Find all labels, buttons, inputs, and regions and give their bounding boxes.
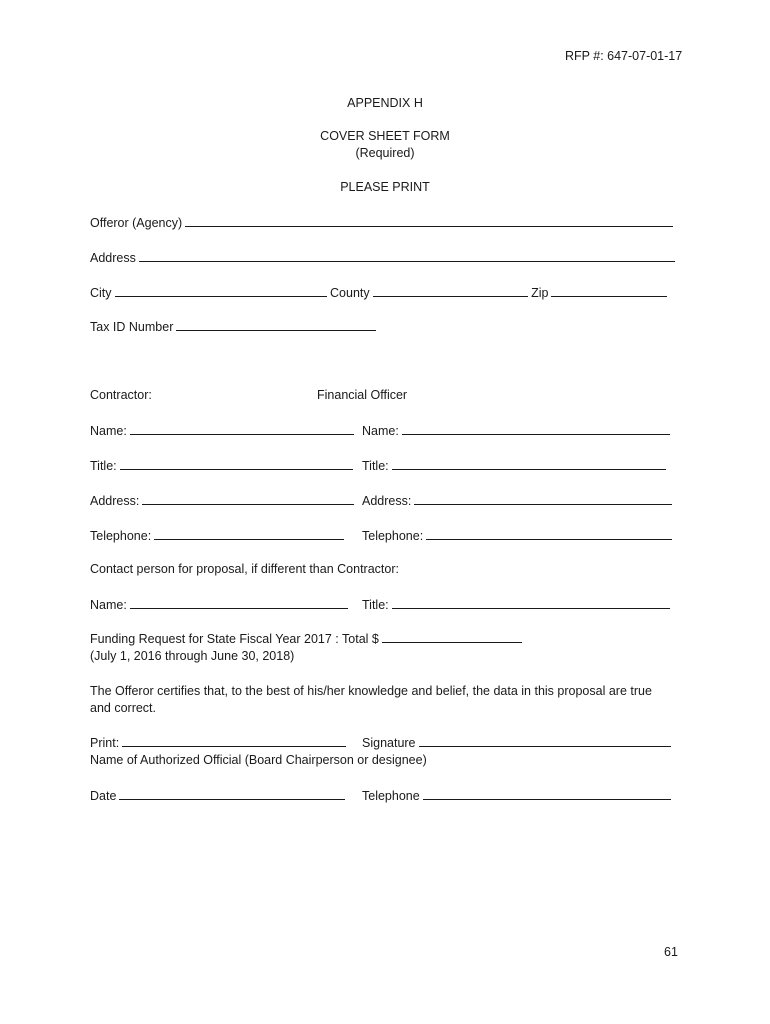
contact-name-label: Name:: [90, 598, 127, 612]
required-note: (Required): [355, 146, 415, 160]
contractor-heading: Contractor:: [90, 388, 152, 402]
financial-address-label: Address:: [362, 494, 412, 508]
county-label: County: [330, 286, 370, 300]
offeror-agency-label: Offeror (Agency): [90, 216, 183, 230]
date-input[interactable]: [119, 787, 345, 800]
funding-request-label: Funding Request for State Fiscal Year 2017 : Total $: [90, 632, 379, 646]
contractor-name-field: [90, 422, 354, 439]
contractor-name-input[interactable]: [130, 422, 354, 435]
contact-title-input[interactable]: [392, 596, 670, 609]
financial-telephone-field: [362, 527, 672, 544]
signature-telephone-label: Telephone: [362, 789, 420, 803]
financial-address-input[interactable]: [414, 492, 672, 505]
contractor-name-label: Name:: [90, 424, 127, 438]
contractor-address-label: Address:: [90, 494, 140, 508]
tax-id-field: [90, 318, 376, 335]
page-number: 61: [664, 945, 678, 959]
financial-name-label: Name:: [362, 424, 399, 438]
contact-person-heading: Contact person for proposal, if different than Contractor:: [90, 562, 399, 576]
form-title: COVER SHEET FORM: [320, 129, 450, 143]
financial-name-input[interactable]: [402, 422, 670, 435]
funding-period: (July 1, 2016 through June 30, 2018): [90, 649, 295, 663]
signature-input[interactable]: [419, 734, 671, 747]
financial-telephone-label: Telephone:: [362, 529, 424, 543]
contractor-telephone-label: Telephone:: [90, 529, 152, 543]
contact-name-input[interactable]: [130, 596, 348, 609]
city-input[interactable]: [115, 284, 327, 297]
appendix-title: APPENDIX H: [347, 96, 423, 110]
print-field: [90, 734, 346, 751]
date-field: [90, 787, 345, 804]
signature-label: Signature: [362, 736, 416, 750]
address-label: Address: [90, 251, 136, 265]
contact-name-field: [90, 596, 348, 613]
financial-officer-heading: Financial Officer: [317, 388, 408, 402]
contractor-address-input[interactable]: [142, 492, 354, 505]
financial-title-label: Title:: [362, 459, 389, 473]
print-name-input[interactable]: [122, 734, 346, 747]
date-label: Date: [90, 789, 117, 803]
contractor-address-field: [90, 492, 354, 509]
signature-field: [362, 734, 671, 751]
city-label: City: [90, 286, 112, 300]
contact-title-label: Title:: [362, 598, 389, 612]
contact-title-field: [362, 596, 670, 613]
financial-telephone-input[interactable]: [426, 527, 672, 540]
signature-telephone-field: [362, 787, 671, 804]
please-print-note: PLEASE PRINT: [340, 180, 430, 194]
address-input[interactable]: [139, 249, 675, 262]
certification-line-1: The Offeror certifies that, to the best of his/her knowledge and belief, the data in this proposal are true: [90, 684, 652, 698]
contractor-title-label: Title:: [90, 459, 117, 473]
address-field: [90, 249, 675, 266]
offeror-agency-field: [90, 214, 673, 231]
tax-id-input[interactable]: [176, 318, 376, 331]
signature-telephone-input[interactable]: [423, 787, 671, 800]
certification-line-2: and correct.: [90, 701, 157, 715]
offeror-agency-input[interactable]: [185, 214, 673, 227]
county-input[interactable]: [373, 284, 528, 297]
contractor-telephone-field: [90, 527, 344, 544]
rfp-number: RFP #: 647-07-01-17: [565, 49, 683, 63]
city-county-zip-row: [90, 284, 667, 301]
contractor-telephone-input[interactable]: [154, 527, 344, 540]
print-label: Print:: [90, 736, 120, 750]
financial-address-field: [362, 492, 672, 509]
tax-id-label: Tax ID Number: [90, 320, 174, 334]
contractor-title-input[interactable]: [120, 457, 353, 470]
financial-title-input[interactable]: [392, 457, 666, 470]
zip-input[interactable]: [551, 284, 667, 297]
authorized-official-note: Name of Authorized Official (Board Chairperson or designee): [90, 753, 427, 767]
zip-label: Zip: [531, 286, 549, 300]
financial-name-field: [362, 422, 670, 439]
financial-title-field: [362, 457, 666, 474]
contractor-title-field: [90, 457, 353, 474]
funding-request-field: [90, 630, 522, 647]
funding-total-input[interactable]: [382, 630, 522, 643]
